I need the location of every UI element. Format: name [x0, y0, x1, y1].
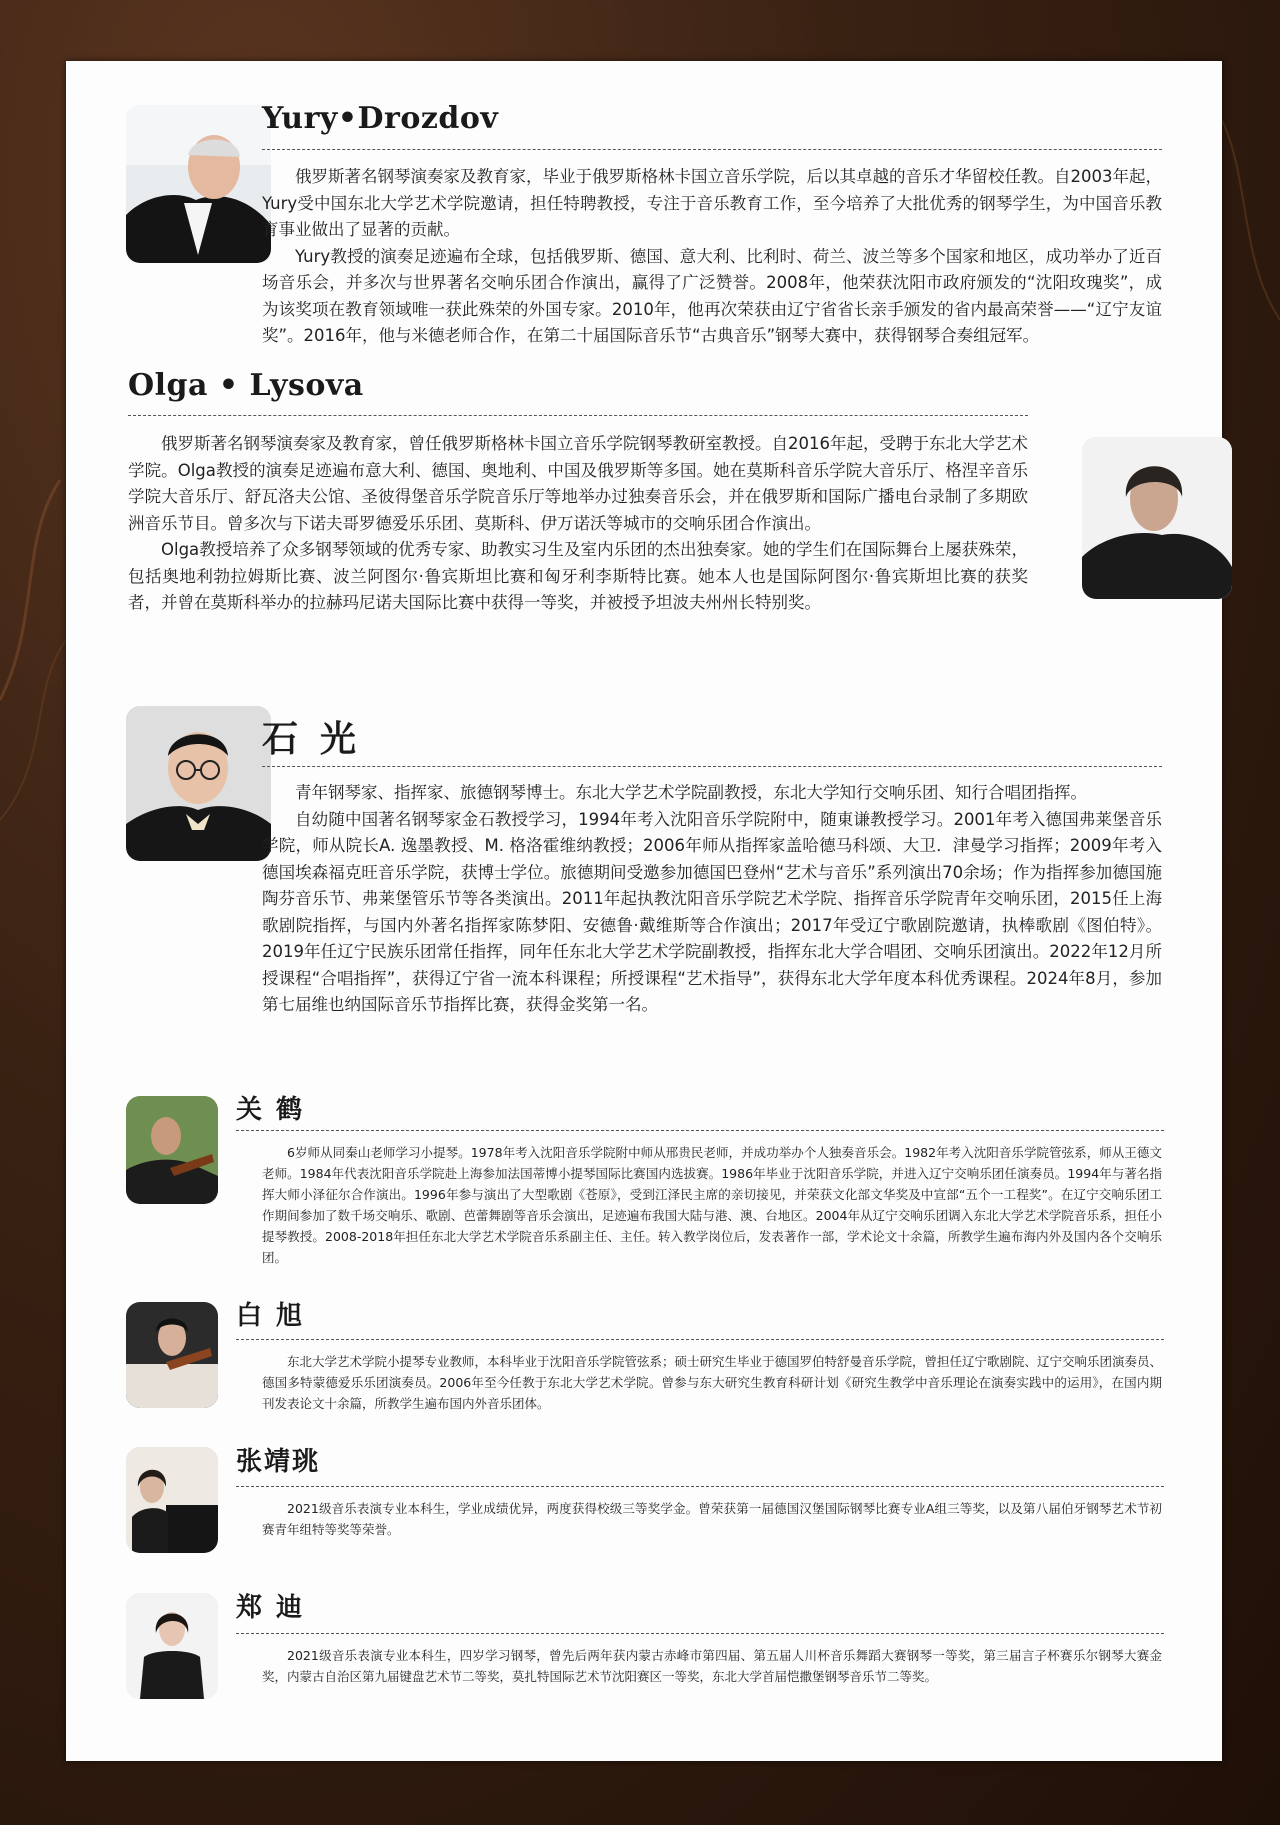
drozdov-photo	[126, 105, 271, 263]
shiguang-bio	[262, 780, 1162, 1019]
guanhe-name: 关鹤	[236, 1095, 317, 1125]
zhangjingtiao-divider	[236, 1486, 1164, 1487]
zhengdi-photo	[126, 1593, 218, 1699]
zhengdi-bio-p1: 2021级音乐表演专业本科生，四岁学习钢琴，曾先后两年获内蒙古赤峰市第四届、第五届人川杯音乐舞蹈大赛钢琴一等奖，第三届言子杯赛乐尔钢琴大赛金奖，内蒙古自治区第九届键盘艺术节二等奖，莫扎特国际艺术节沈阳赛区一等奖，东北大学首届恺撒堡钢琴音乐节二等奖。	[262, 1648, 1162, 1684]
baixu-photo	[126, 1302, 218, 1408]
lysova-bio-p1: 俄罗斯著名钢琴演奏家及教育家，曾任俄罗斯格林卡国立音乐学院钢琴教研室教授。自2016年起，受聘于东北大学艺术学院。Olga教授的演奏足迹遍布意大利、德国、奥地利、中国及俄罗斯等多国。她在莫斯科音乐学院大音乐厅、格涅辛音乐学院大音乐厅、舒瓦洛夫公馆、圣彼得堡音乐学院音乐厅等地举办过独奏音乐会，并在俄罗斯和国际广播电台录制了多期欧洲音乐节目。曾多次与下诺夫哥罗德爱乐乐团、莫斯科、伊万诺沃等城市的交响乐团合作演出。	[128, 434, 1028, 533]
zhangjingtiao-photo	[126, 1447, 218, 1553]
shiguang-bio-p2: 自幼随中国著名钢琴家金石教授学习，1994年考入沈阳音乐学院附中，随東谦教授学习。2001年考入德国弗莱堡音乐学院，师从院长A. 逸墨教授、M. 格洛霍维纳教授；2006年师从指挥家盖哈德马科颂、大卫．津曼学习指挥；2009年考入德国埃森福克旺音乐学院，获博士学位。旅德期间受邀参加德国巴登州“艺术与音乐”系列演出70余场；作为指挥参加德国施陶芬音乐节、弗莱堡管乐节等各类演出。2011年起执教沈阳音乐学院艺术学院、指挥音乐学院青年交响乐团，2015任上海歌剧院指挥，与国内外著名指挥家陈梦阳、安德鲁·戴维斯等合作演出；2017年受辽宁歌剧院邀请，执棒歌剧《图伯特》。2019年任辽宁民族乐团常任指挥，同年任东北大学艺术学院副教授，指挥东北大学合唱团、交响乐团演出。2022年12月所授课程“合唱指挥”，获得辽宁省一流本科课程；所授课程“艺术指导”，获得东北大学年度本科优秀课程。2024年8月，参加第七届维也纳国际音乐节指挥比赛，获得金奖第一名。	[262, 809, 1162, 1014]
drozdov-bio	[262, 164, 1162, 350]
guanhe-bio-p1: 6岁师从同秦山老师学习小提琴。1978年考入沈阳音乐学院附中师从邢贵民老师，并成功举办个人独奏音乐会。1982年考入沈阳音乐学院管弦系，师从王德文老师。1984年代表沈阳音乐学院赴上海参加法国蒂博小提琴国际比赛国内选拔赛。1986年毕业于沈阳音乐学院，并进入辽宁交响乐团任演奏员。1994年与著名指挥大师小泽征尔合作演出。1996年参与演出了大型歌剧《苍原》，受到江泽民主席的亲切接见，并荣获文化部文华奖及中宣部“五个一工程奖”。在辽宁交响乐团工作期间参加了数千场交响乐、歌剧、芭蕾舞剧等音乐会演出，足迹遍布我国大陆与港、澳、台地区。2004年从辽宁交响乐团调入东北大学艺术学院音乐系，担任小提琴教授。2008-2018年担任东北大学艺术学院音乐系副主任、主任。转入教学岗位后，发表著作一部，学术论文十余篇，所教学生遍布海内外及国内各个交响乐团。	[262, 1145, 1162, 1265]
lysova-divider	[128, 415, 1028, 416]
guanhe-bio	[262, 1142, 1162, 1268]
zhengdi-name: 郑迪	[236, 1593, 317, 1623]
lysova-name: Olga • Lysova	[128, 368, 364, 403]
shiguang-divider	[262, 766, 1162, 767]
guanhe-divider	[236, 1130, 1164, 1131]
shiguang-name: 石光	[262, 718, 379, 760]
portrait-image	[126, 706, 271, 861]
drozdov-bio-p1: 俄罗斯著名钢琴演奏家及教育家，毕业于俄罗斯格林卡国立音乐学院，后以其卓越的音乐才华留校任教。自2003年起，Yury受中国东北大学艺术学院邀请，担任特聘教授，专注于音乐教育工作，至今培养了大批优秀的钢琴学生，为中国音乐教育事业做出了显著的贡献。	[262, 167, 1162, 239]
lysova-photo	[1082, 437, 1232, 599]
lysova-bio-p2: Olga教授培养了众多钢琴领域的优秀专家、助教实习生及室内乐团的杰出独奏家。她的学生们在国际舞台上屡获殊荣，包括奥地利勃拉姆斯比赛、波兰阿图尔·鲁宾斯坦比赛和匈牙利李斯特比赛。她本人也是国际阿图尔·鲁宾斯坦比赛的获奖者，并曾在莫斯科举办的拉赫玛尼诺夫国际比赛中获得一等奖，并被授予坦波夫州州长特别奖。	[128, 540, 1028, 612]
guanhe-photo	[126, 1096, 218, 1204]
portrait-image	[1082, 437, 1232, 599]
zhengdi-bio	[262, 1645, 1162, 1687]
drozdov-name: Yury•Drozdov	[262, 101, 499, 136]
document-page	[66, 61, 1222, 1761]
portrait-image	[126, 1593, 218, 1699]
portrait-image	[126, 1096, 218, 1204]
baixu-divider	[236, 1339, 1164, 1340]
portrait-image	[126, 1302, 218, 1408]
baixu-name: 白旭	[236, 1301, 317, 1331]
zhengdi-divider	[236, 1633, 1164, 1634]
baixu-bio	[262, 1351, 1162, 1414]
portrait-image	[126, 1447, 218, 1553]
zhangjingtiao-bio-p1: 2021级音乐表演专业本科生，学业成绩优异，两度获得校级三等奖学金。曾荣获第一届德国汉堡国际钢琴比赛专业A组三等奖，以及第八届伯牙钢琴艺术节初赛青年组特等奖等荣誉。	[262, 1501, 1162, 1537]
shiguang-photo	[126, 706, 271, 861]
drozdov-divider	[262, 149, 1162, 150]
baixu-bio-p1: 东北大学艺术学院小提琴专业教师，本科毕业于沈阳音乐学院管弦系；硕士研究生毕业于德国罗伯特舒曼音乐学院，曾担任辽宁歌剧院、辽宁交响乐团演奏员、德国多特蒙德爱乐乐团演奏员。2006年至今任教于东北大学艺术学院。曾参与东大研究生教育科研计划《研究生教学中音乐理论在演奏实践中的运用》，在国内期刊发表论文十余篇，所教学生遍布国内外音乐团体。	[262, 1354, 1163, 1411]
lysova-bio	[128, 431, 1028, 617]
shiguang-bio-p1: 青年钢琴家、指挥家、旅德钢琴博士。东北大学艺术学院副教授，东北大学知行交响乐团、知行合唱团指挥。	[295, 783, 1087, 802]
portrait-image	[126, 105, 271, 263]
zhangjingtiao-name: 张靖珧	[236, 1447, 321, 1477]
drozdov-bio-p2: Yury教授的演奏足迹遍布全球，包括俄罗斯、德国、意大利、比利时、荷兰、波兰等多个国家和地区，成功举办了近百场音乐会，并多次与世界著名交响乐团合作演出，赢得了广泛赞誉。2008年，他荣获沈阳市政府颁发的“沈阳玫瑰奖”，成为该奖项在教育领域唯一获此殊荣的外国专家。2010年，他再次荣获由辽宁省省长亲手颁发的省内最高荣誉——“辽宁友谊奖”。2016年，他与米德老师合作，在第二十届国际音乐节“古典音乐”钢琴大赛中，获得钢琴合奏组冠军。	[262, 246, 1162, 345]
zhangjingtiao-bio	[262, 1498, 1162, 1540]
